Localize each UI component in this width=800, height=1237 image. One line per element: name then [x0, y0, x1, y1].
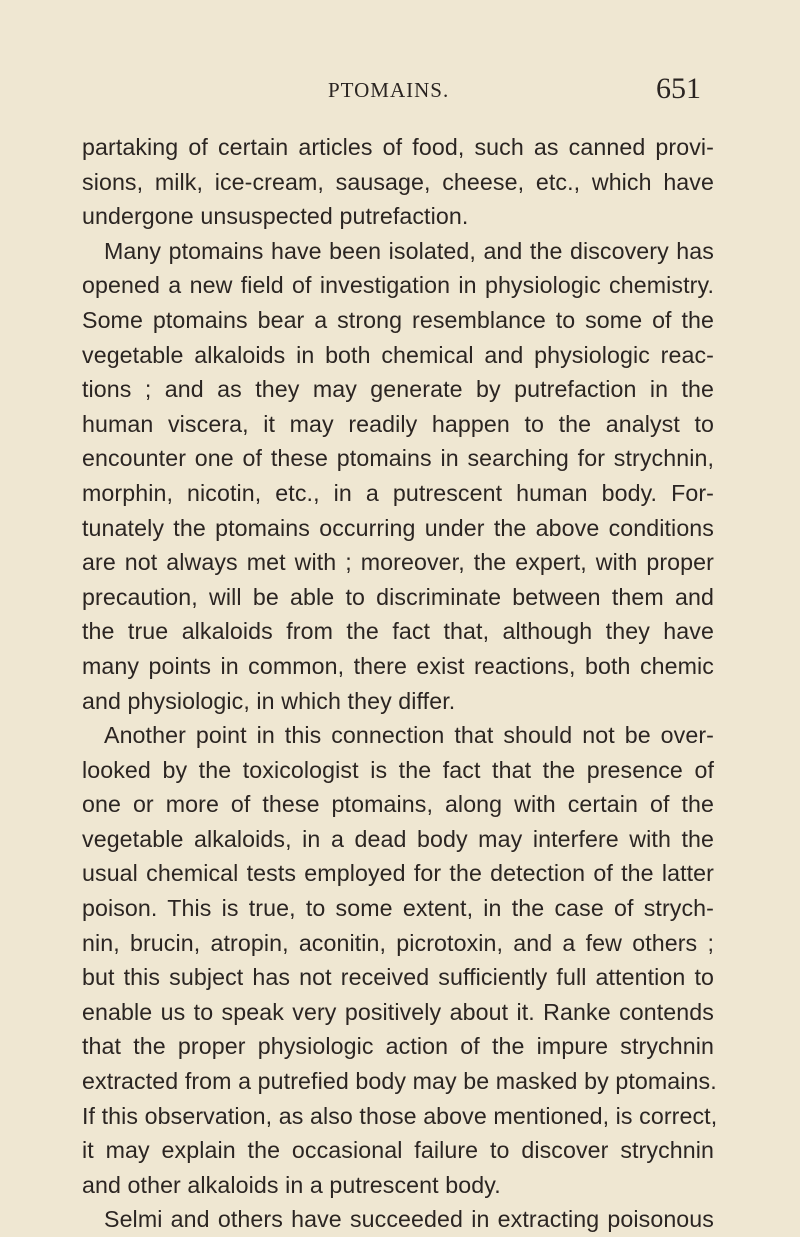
text-line: opened a new field of investigation in physiologic chemistry.: [82, 272, 714, 299]
body-text: [82, 130, 718, 1237]
page-number: 651: [656, 72, 701, 105]
text-line: one or more of these ptomains, along with certain of the: [82, 791, 714, 818]
text-line: tunately the ptomains occurring under the above conditions: [82, 514, 714, 541]
text-line: nin, brucin, atropin, aconitin, picrotoxin, and a few others ;: [82, 929, 714, 956]
text-line: Selmi and others have succeeded in extracting poisonous: [104, 1206, 714, 1233]
text-line: extracted from a putrefied body may be masked by ptomains.: [82, 1068, 717, 1095]
text-line: encounter one of these ptomains in searching for strychnin,: [82, 445, 714, 472]
text-line: Many ptomains have been isolated, and the discovery has: [104, 237, 714, 264]
text-line: Another point in this connection that should not be over-: [104, 722, 714, 749]
text-line: and physiologic, in which they differ.: [82, 687, 456, 714]
running-title: PTOMAINS.: [328, 78, 450, 102]
text-line: tions ; and as they may generate by putrefaction in the: [82, 376, 714, 403]
text-line: partaking of certain articles of food, such as canned provi-: [82, 134, 714, 160]
text-line: poison. This is true, to some extent, in the case of strych-: [82, 895, 714, 922]
text-line: Some ptomains bear a strong resemblance to some of the: [82, 306, 714, 333]
text-line: precaution, will be able to discriminate between them and: [82, 583, 714, 610]
text-line: sions, milk, ice-cream, sausage, cheese, etc., which have: [82, 168, 714, 195]
text-line: morphin, nicotin, etc., in a putrescent human body. For-: [82, 479, 714, 506]
text-line: and other alkaloids in a putrescent body.: [82, 1171, 501, 1198]
text-line: If this observation, as also those above mentioned, is correct,: [82, 1102, 718, 1129]
text-line: undergone unsuspected putrefaction.: [82, 203, 469, 230]
text-line: that the proper physiologic action of the impure strychnin: [82, 1033, 714, 1060]
text-line: vegetable alkaloids, in a dead body may interfere with the: [82, 825, 714, 852]
page-header: [0, 72, 800, 105]
text-line: it may explain the occasional failure to discover strychnin: [82, 1137, 714, 1164]
text-line: human viscera, it may readily happen to the analyst to: [82, 410, 714, 437]
text-line: many points in common, there exist reactions, both chemic: [82, 652, 714, 679]
text-line: the true alkaloids from the fact that, although they have: [82, 618, 714, 645]
text-line: usual chemical tests employed for the detection of the latter: [82, 860, 714, 887]
text-line: enable us to speak very positively about it. Ranke contends: [82, 998, 714, 1025]
text-line: looked by the toxicologist is the fact that the presence of: [82, 756, 714, 783]
text-line: but this subject has not received sufficiently full attention to: [82, 964, 714, 991]
text-line: are not always met with ; moreover, the expert, with proper: [82, 549, 714, 576]
text-line: vegetable alkaloids in both chemical and physiologic reac-: [82, 341, 714, 368]
